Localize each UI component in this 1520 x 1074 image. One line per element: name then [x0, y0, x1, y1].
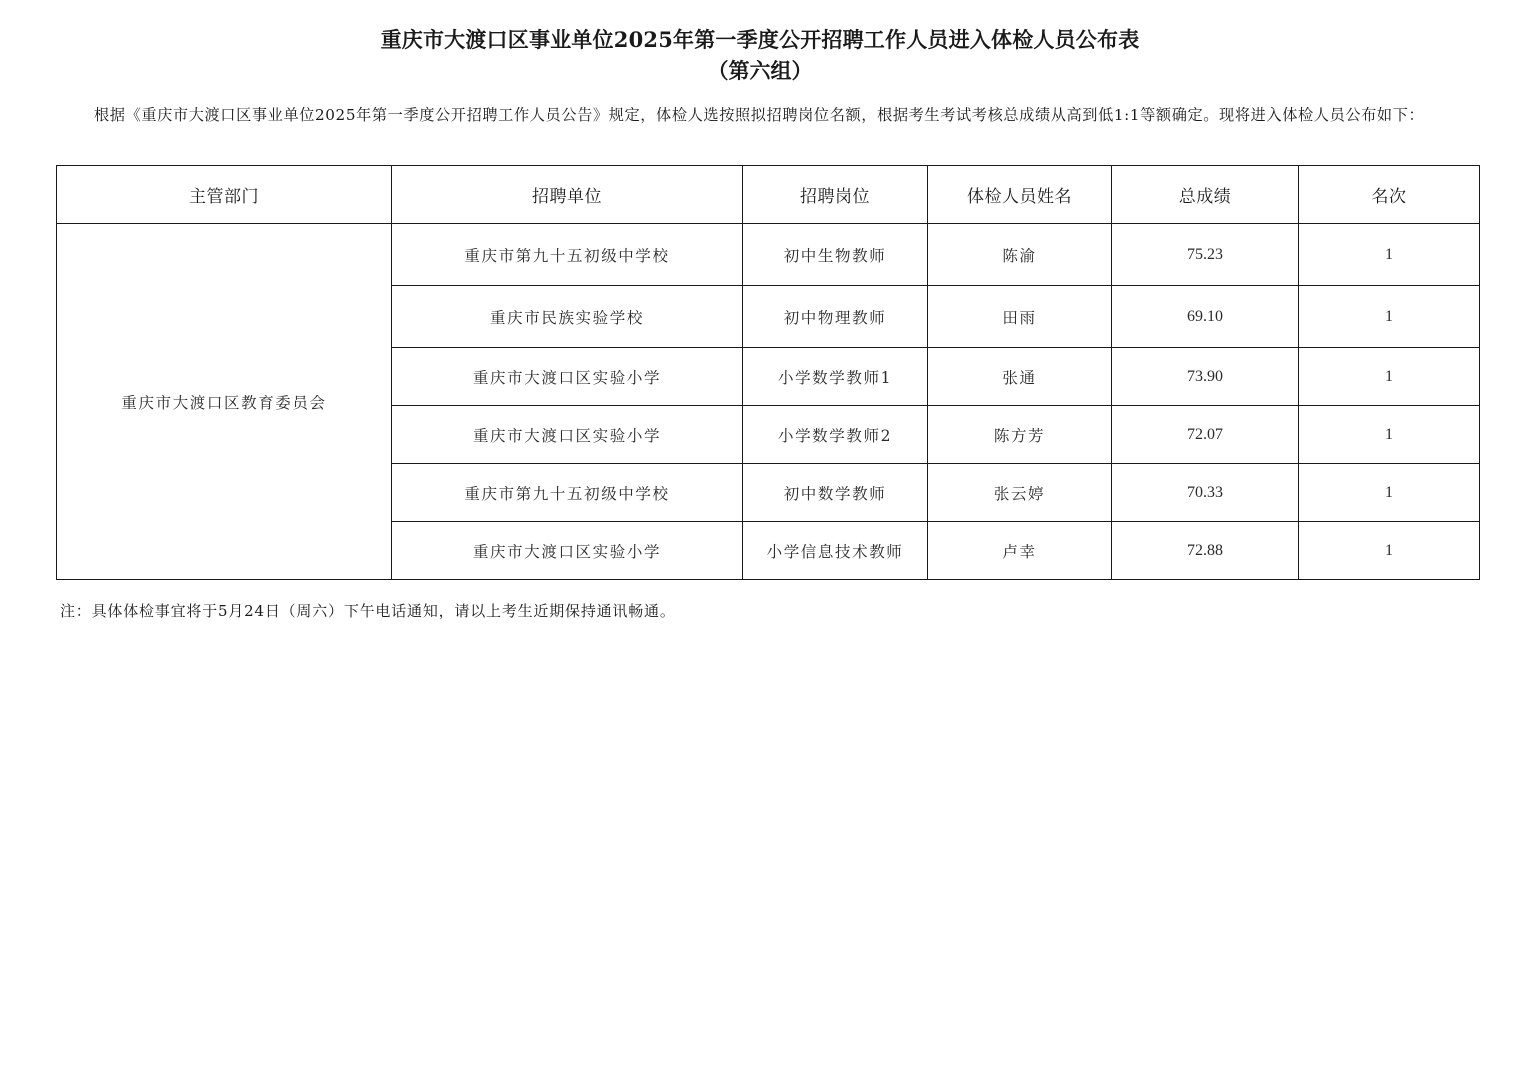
position-cell: 小学数学教师1 — [743, 348, 928, 406]
header-rank: 名次 — [1299, 166, 1480, 224]
title-block — [0, 24, 1520, 86]
header-position: 招聘岗位 — [743, 166, 928, 224]
name-cell: 张通 — [928, 348, 1112, 406]
score-cell: 72.07 — [1112, 406, 1299, 464]
position-cell: 小学数学教师2 — [743, 406, 928, 464]
unit-cell: 重庆市大渡口区实验小学 — [392, 348, 743, 406]
position-cell: 初中物理教师 — [743, 286, 928, 348]
score-cell: 70.33 — [1112, 464, 1299, 522]
unit-cell: 重庆市第九十五初级中学校 — [392, 464, 743, 522]
department-cell: 重庆市大渡口区教育委员会 — [57, 224, 392, 580]
name-cell: 陈渝 — [928, 224, 1112, 286]
rank-cell: 1 — [1299, 286, 1480, 348]
unit-cell: 重庆市民族实验学校 — [392, 286, 743, 348]
rank-cell: 1 — [1299, 406, 1480, 464]
name-cell: 陈方芳 — [928, 406, 1112, 464]
unit-cell: 重庆市第九十五初级中学校 — [392, 224, 743, 286]
rank-cell: 1 — [1299, 224, 1480, 286]
name-cell: 田雨 — [928, 286, 1112, 348]
page-subtitle: （第六组） — [707, 58, 813, 83]
footnote: 注：具体体检事宜将于5月24日（周六）下午电话通知，请以上考生近期保持通讯畅通。 — [60, 602, 676, 620]
score-cell: 73.90 — [1112, 348, 1299, 406]
unit-cell: 重庆市大渡口区实验小学 — [392, 522, 743, 580]
score-cell: 75.23 — [1112, 224, 1299, 286]
score-cell: 69.10 — [1112, 286, 1299, 348]
header-name: 体检人员姓名 — [928, 166, 1112, 224]
roster-table — [56, 165, 1480, 580]
intro-paragraph: 根据《重庆市大渡口区事业单位2025年第一季度公开招聘工作人员公告》规定，体检人选按照拟招聘岗位名额，根据考生考试考核总成绩从高到低1:1等额确定。现将进入体检人员公布如下： — [94, 106, 1425, 124]
position-cell: 小学信息技术教师 — [743, 522, 928, 580]
header-department: 主管部门 — [57, 166, 392, 224]
name-cell: 张云婷 — [928, 464, 1112, 522]
table-row — [57, 224, 1480, 286]
position-cell: 初中数学教师 — [743, 464, 928, 522]
rank-cell: 1 — [1299, 464, 1480, 522]
table-header-row — [57, 166, 1480, 224]
header-unit: 招聘单位 — [392, 166, 743, 224]
rank-cell: 1 — [1299, 522, 1480, 580]
rank-cell: 1 — [1299, 348, 1480, 406]
name-cell: 卢幸 — [928, 522, 1112, 580]
score-cell: 72.88 — [1112, 522, 1299, 580]
unit-cell: 重庆市大渡口区实验小学 — [392, 406, 743, 464]
page-title: 重庆市大渡口区事业单位2025年第一季度公开招聘工作人员进入体检人员公布表 — [380, 27, 1140, 52]
header-score: 总成绩 — [1112, 166, 1299, 224]
position-cell: 初中生物教师 — [743, 224, 928, 286]
